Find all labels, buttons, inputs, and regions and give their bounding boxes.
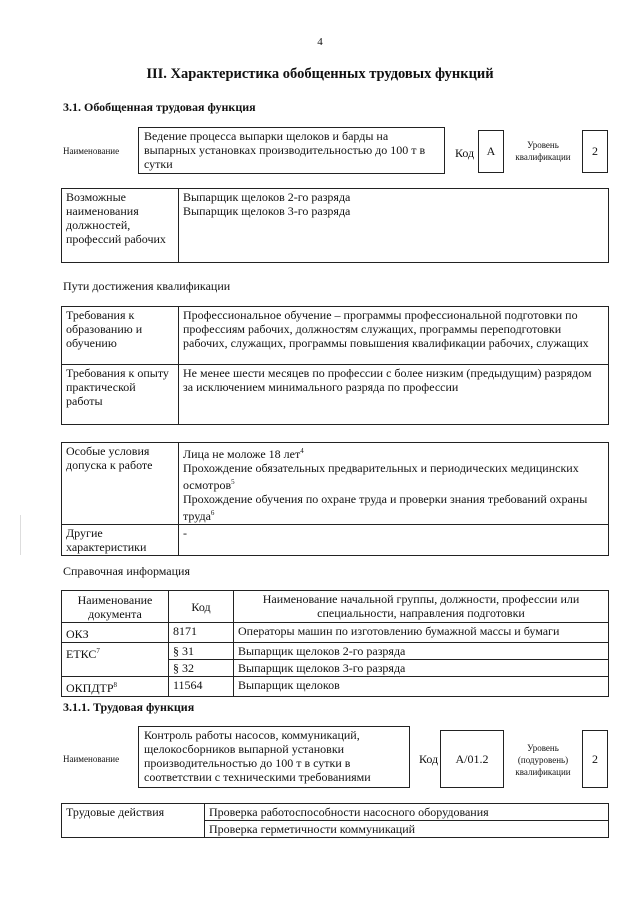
conditions-label: Особые условия допуска к работе <box>62 443 179 525</box>
req-education-value: Профессиональное обучение – программы профессиональной подготовки по профессиям рабочих, должностям служащих, программы переподготовки рабочих, служащих, программы повышения квалификации рабочих, служащих <box>179 307 609 365</box>
ref-header-name: Наименование начальной группы, должности, профессии или специальности, направления подготовки <box>234 591 609 623</box>
func311-code-value: A/01.2 <box>440 730 504 788</box>
func31-heading: 3.1. Обобщенная трудовая функция <box>63 100 256 114</box>
conditions-table <box>61 442 609 556</box>
position-item: Выпарщик щелоков 2-го разряда <box>183 190 351 204</box>
req-experience-label: Требования к опыту практической работы <box>62 365 179 425</box>
reference-heading: Справочная информация <box>63 564 190 578</box>
func31-name-value: Ведение процесса выпарки щелоков и барды на выпарных установках производительностью до 100 т в сутки <box>138 127 445 174</box>
positions-values <box>179 189 609 263</box>
req-education-label: Требования к образованию и обучению <box>62 307 179 365</box>
func31-code-label: Код <box>455 146 475 160</box>
requirements-table <box>61 306 609 425</box>
condition-item: Лица не моложе 18 лет$^4$ <box>183 447 304 461</box>
req-experience-value: Не менее шести месяцев по профессии с более низким (предыдущим) разрядом за исключением минимального разряда по профессии <box>179 365 609 425</box>
ref-header-code: Код <box>169 591 234 623</box>
conditions-values <box>179 443 609 525</box>
page-number: 4 <box>317 36 323 48</box>
condition-item: Прохождение обучения по охране труда и проверки знания требований охраны труда$^6$ <box>183 492 588 523</box>
table-row: ЕТКС$^7$ § 31 Выпарщик щелоков 2-го разряда <box>62 643 609 660</box>
positions-table <box>61 188 609 263</box>
func311-level-label: Уровень (подуровень) квалификации <box>515 743 571 777</box>
func311-code-label: Код <box>419 752 439 766</box>
section-title: III. Характеристика обобщенных трудовых функций <box>146 66 494 82</box>
table-row: ОКЗ 8171 Операторы машин по изготовлению бумажной массы и бумаги <box>62 623 609 643</box>
action-item: Проверка работоспособности насосного оборудования <box>205 804 609 821</box>
func31-code-value: А <box>478 130 504 173</box>
actions-table <box>61 803 609 838</box>
func311-level-value: 2 <box>582 730 608 788</box>
table-row: ОКПДТР$^8$ 11564 Выпарщик щелоков <box>62 677 609 697</box>
func311-name-value: Контроль работы насосов, коммуникаций, щелокосборников выпарной установки производительностью до 100 т в сутки в соответствии с техническими требованиями <box>138 726 410 788</box>
actions-label: Трудовые действия <box>62 804 205 838</box>
positions-label: Возможные наименования должностей, профессий рабочих <box>62 189 179 263</box>
func311-heading: 3.1.1. Трудовая функция <box>63 700 195 714</box>
paths-heading: Пути достижения квалификации <box>63 279 231 293</box>
other-value: - <box>179 525 609 556</box>
func31-name-label: Наименование <box>63 146 120 156</box>
other-label: Другие характеристики <box>62 525 179 556</box>
func31-level-label: Уровень квалификации <box>515 140 571 162</box>
position-item: Выпарщик щелоков 3-го разряда <box>183 204 351 218</box>
func31-level-value: 2 <box>582 130 608 173</box>
func311-name-label: Наименование <box>63 754 120 764</box>
action-item: Проверка герметичности коммуникаций <box>205 821 609 838</box>
scan-artifact <box>20 515 21 555</box>
reference-table <box>61 590 609 697</box>
ref-header-doc: Наименование документа <box>62 591 169 623</box>
table-row: § 32 Выпарщик щелоков 3-го разряда <box>62 660 609 677</box>
condition-item: Прохождение обязательных предварительных и периодических медицинских осмотров$^5$ <box>183 461 579 492</box>
table-row <box>62 804 609 821</box>
